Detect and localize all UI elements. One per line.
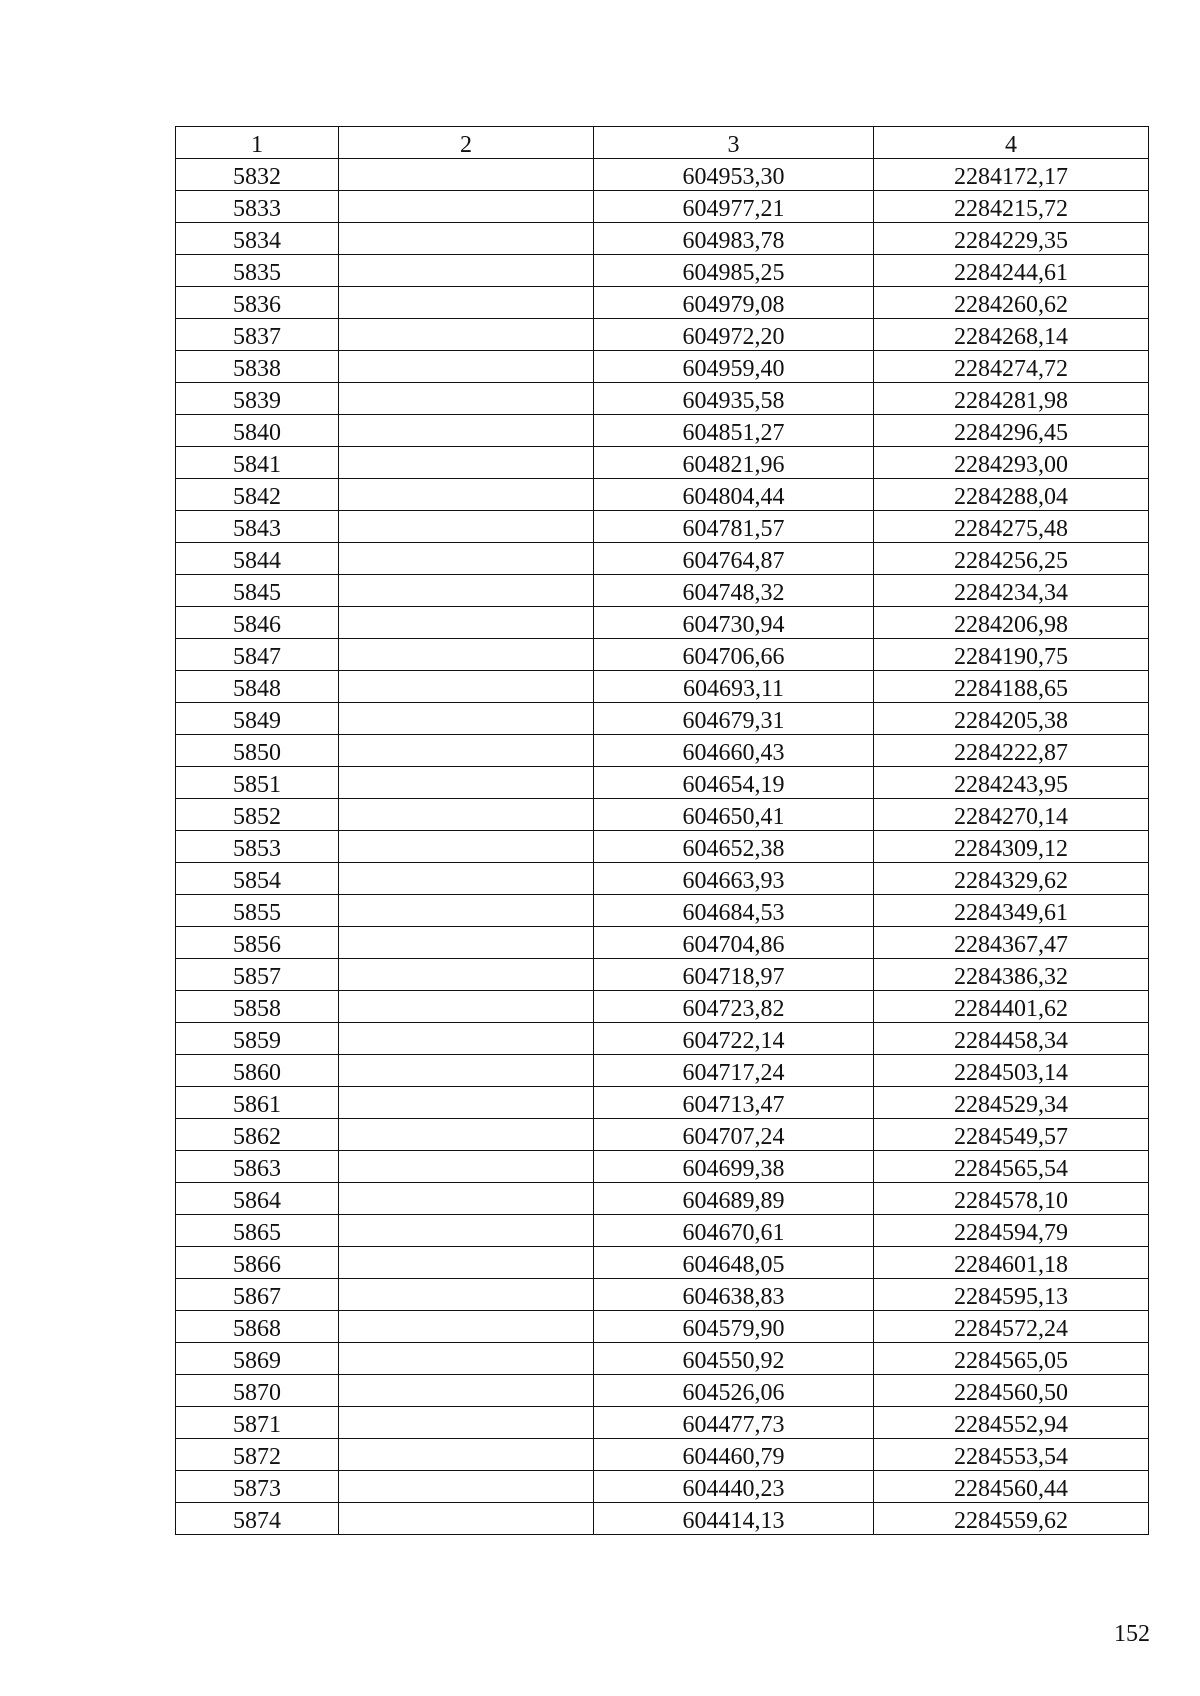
table-cell	[339, 255, 594, 287]
table-cell: 604977,21	[594, 191, 874, 223]
table-cell: 2284458,34	[874, 1023, 1149, 1055]
table-cell: 604713,47	[594, 1087, 874, 1119]
table-cell	[339, 1471, 594, 1503]
table-row	[176, 447, 1149, 479]
table-header-row	[176, 127, 1149, 159]
table-cell: 2284401,62	[874, 991, 1149, 1023]
table-cell	[339, 447, 594, 479]
table-cell	[339, 831, 594, 863]
table-row	[176, 895, 1149, 927]
table-cell: 5863	[176, 1151, 339, 1183]
table-cell	[339, 1119, 594, 1151]
table-cell: 2284553,54	[874, 1439, 1149, 1471]
table-cell	[339, 1407, 594, 1439]
table-cell: 604953,30	[594, 159, 874, 191]
table-cell	[339, 351, 594, 383]
table-cell: 604638,83	[594, 1279, 874, 1311]
table-cell: 5855	[176, 895, 339, 927]
table-cell: 604663,93	[594, 863, 874, 895]
table-cell: 2284503,14	[874, 1055, 1149, 1087]
table-cell: 5840	[176, 415, 339, 447]
table-cell	[339, 767, 594, 799]
table-cell: 5850	[176, 735, 339, 767]
table-cell	[339, 383, 594, 415]
table-cell: 5851	[176, 767, 339, 799]
table-cell	[339, 1375, 594, 1407]
table-cell	[339, 1215, 594, 1247]
table-cell: 604440,23	[594, 1471, 874, 1503]
table-row	[176, 1503, 1149, 1535]
table-row	[176, 991, 1149, 1023]
table-cell	[339, 1311, 594, 1343]
table-row	[176, 511, 1149, 543]
table-cell: 2284329,62	[874, 863, 1149, 895]
table-cell: 5836	[176, 287, 339, 319]
table-cell: 2284205,38	[874, 703, 1149, 735]
table-cell: 604526,06	[594, 1375, 874, 1407]
table-row	[176, 959, 1149, 991]
table-cell: 2284595,13	[874, 1279, 1149, 1311]
table-cell: 5852	[176, 799, 339, 831]
table-row	[176, 1311, 1149, 1343]
table-cell: 2284594,79	[874, 1215, 1149, 1247]
table-row	[176, 607, 1149, 639]
table-cell: 604851,27	[594, 415, 874, 447]
table-cell: 2284190,75	[874, 639, 1149, 671]
table-cell: 2284349,61	[874, 895, 1149, 927]
table-cell: 5853	[176, 831, 339, 863]
table-row	[176, 1151, 1149, 1183]
table-cell: 2284565,05	[874, 1343, 1149, 1375]
table-row	[176, 1119, 1149, 1151]
table-row	[176, 543, 1149, 575]
table-row	[176, 1471, 1149, 1503]
table-row	[176, 1343, 1149, 1375]
table-cell: 604979,08	[594, 287, 874, 319]
table-cell: 5866	[176, 1247, 339, 1279]
table-cell: 604648,05	[594, 1247, 874, 1279]
table-cell	[339, 1023, 594, 1055]
table-cell	[339, 959, 594, 991]
table-cell: 604660,43	[594, 735, 874, 767]
table-cell: 604707,24	[594, 1119, 874, 1151]
table-row	[176, 1247, 1149, 1279]
table-cell: 604652,38	[594, 831, 874, 863]
column-header: 3	[594, 127, 874, 159]
table-row	[176, 351, 1149, 383]
table-cell: 2284559,62	[874, 1503, 1149, 1535]
table-cell: 604935,58	[594, 383, 874, 415]
table-cell: 604718,97	[594, 959, 874, 991]
table-cell	[339, 1055, 594, 1087]
table-cell: 604706,66	[594, 639, 874, 671]
table-row	[176, 287, 1149, 319]
table-cell: 604460,79	[594, 1439, 874, 1471]
table-row	[176, 255, 1149, 287]
table-cell: 604704,86	[594, 927, 874, 959]
table-cell	[339, 1439, 594, 1471]
table-row	[176, 223, 1149, 255]
table-row	[176, 319, 1149, 351]
table-cell	[339, 319, 594, 351]
table-cell: 604722,14	[594, 1023, 874, 1055]
table-cell: 2284601,18	[874, 1247, 1149, 1279]
table-cell: 5841	[176, 447, 339, 479]
table-row	[176, 671, 1149, 703]
table-cell: 2284229,35	[874, 223, 1149, 255]
table-cell: 5874	[176, 1503, 339, 1535]
table-cell	[339, 575, 594, 607]
table-cell: 604764,87	[594, 543, 874, 575]
table-cell: 604985,25	[594, 255, 874, 287]
table-row	[176, 1023, 1149, 1055]
table-cell: 604959,40	[594, 351, 874, 383]
table-cell: 604804,44	[594, 479, 874, 511]
table-body	[176, 159, 1149, 1535]
table-cell	[339, 287, 594, 319]
table-row	[176, 1055, 1149, 1087]
table-cell	[339, 703, 594, 735]
table-cell: 5832	[176, 159, 339, 191]
table-cell: 604723,82	[594, 991, 874, 1023]
table-row	[176, 767, 1149, 799]
column-header: 1	[176, 127, 339, 159]
table-cell: 604654,19	[594, 767, 874, 799]
table-row	[176, 639, 1149, 671]
table-cell: 604477,73	[594, 1407, 874, 1439]
table-cell: 5858	[176, 991, 339, 1023]
table-cell	[339, 1087, 594, 1119]
table-cell: 2284578,10	[874, 1183, 1149, 1215]
table-cell: 5839	[176, 383, 339, 415]
table-row	[176, 1407, 1149, 1439]
table-cell: 5864	[176, 1183, 339, 1215]
table-cell: 604689,89	[594, 1183, 874, 1215]
table-cell: 2284386,32	[874, 959, 1149, 991]
table-cell: 2284367,47	[874, 927, 1149, 959]
table-cell: 2284275,48	[874, 511, 1149, 543]
table-cell: 2284256,25	[874, 543, 1149, 575]
table-cell: 5843	[176, 511, 339, 543]
table-cell: 604684,53	[594, 895, 874, 927]
table-cell: 5859	[176, 1023, 339, 1055]
column-header: 4	[874, 127, 1149, 159]
table-cell: 5871	[176, 1407, 339, 1439]
table-cell: 2284206,98	[874, 607, 1149, 639]
table-cell: 5848	[176, 671, 339, 703]
table-cell: 2284172,17	[874, 159, 1149, 191]
table-cell	[339, 991, 594, 1023]
table-cell	[339, 1183, 594, 1215]
table-cell: 2284565,54	[874, 1151, 1149, 1183]
table-cell: 604579,90	[594, 1311, 874, 1343]
table-cell: 5865	[176, 1215, 339, 1247]
table-cell: 604550,92	[594, 1343, 874, 1375]
page-number: 152	[1114, 1621, 1150, 1647]
table-row	[176, 415, 1149, 447]
table-cell	[339, 415, 594, 447]
table-row	[176, 383, 1149, 415]
table-row	[176, 735, 1149, 767]
table-cell: 604983,78	[594, 223, 874, 255]
table-cell: 2284560,44	[874, 1471, 1149, 1503]
table-cell	[339, 1151, 594, 1183]
table-cell: 604717,24	[594, 1055, 874, 1087]
table-cell	[339, 735, 594, 767]
table-cell: 2284293,00	[874, 447, 1149, 479]
table-cell: 604972,20	[594, 319, 874, 351]
table-cell: 5867	[176, 1279, 339, 1311]
table-cell: 2284560,50	[874, 1375, 1149, 1407]
table-cell	[339, 895, 594, 927]
coordinates-table	[175, 126, 1149, 1535]
table-cell	[339, 671, 594, 703]
table-cell: 604699,38	[594, 1151, 874, 1183]
table-cell	[339, 1343, 594, 1375]
table-cell: 2284268,14	[874, 319, 1149, 351]
table-cell: 2284274,72	[874, 351, 1149, 383]
table-cell: 604781,57	[594, 511, 874, 543]
table-row	[176, 1279, 1149, 1311]
table-cell	[339, 223, 594, 255]
table-cell: 5844	[176, 543, 339, 575]
table-cell: 604670,61	[594, 1215, 874, 1247]
table-cell: 5833	[176, 191, 339, 223]
table-cell: 5869	[176, 1343, 339, 1375]
table-cell: 2284215,72	[874, 191, 1149, 223]
table-cell: 5835	[176, 255, 339, 287]
table-cell	[339, 639, 594, 671]
table-row	[176, 1183, 1149, 1215]
table-cell	[339, 511, 594, 543]
table-row	[176, 1375, 1149, 1407]
table-cell: 5861	[176, 1087, 339, 1119]
table-row	[176, 1215, 1149, 1247]
table-row	[176, 703, 1149, 735]
table-row	[176, 1087, 1149, 1119]
table-cell	[339, 1503, 594, 1535]
table-row	[176, 159, 1149, 191]
table-cell: 2284552,94	[874, 1407, 1149, 1439]
table-cell: 5856	[176, 927, 339, 959]
table-cell: 2284309,12	[874, 831, 1149, 863]
table-row	[176, 575, 1149, 607]
table-row	[176, 863, 1149, 895]
table-cell: 604414,13	[594, 1503, 874, 1535]
table-cell	[339, 479, 594, 511]
table-cell: 2284572,24	[874, 1311, 1149, 1343]
table-cell: 2284296,45	[874, 415, 1149, 447]
table-row	[176, 927, 1149, 959]
table-cell	[339, 863, 594, 895]
table-cell: 2284234,34	[874, 575, 1149, 607]
table-cell: 2284281,98	[874, 383, 1149, 415]
table-cell: 604679,31	[594, 703, 874, 735]
table-cell: 5837	[176, 319, 339, 351]
table-cell: 5873	[176, 1471, 339, 1503]
table-row	[176, 191, 1149, 223]
table-cell	[339, 159, 594, 191]
table-cell: 5860	[176, 1055, 339, 1087]
table-cell: 5842	[176, 479, 339, 511]
table-cell	[339, 1247, 594, 1279]
table-cell: 5847	[176, 639, 339, 671]
table-cell: 5834	[176, 223, 339, 255]
table-cell: 2284260,62	[874, 287, 1149, 319]
table-cell	[339, 607, 594, 639]
table-cell: 5849	[176, 703, 339, 735]
table-cell: 604650,41	[594, 799, 874, 831]
table-row	[176, 479, 1149, 511]
table-cell: 2284529,34	[874, 1087, 1149, 1119]
table-cell	[339, 543, 594, 575]
table-cell: 5872	[176, 1439, 339, 1471]
table-row	[176, 1439, 1149, 1471]
table-cell: 5854	[176, 863, 339, 895]
table-cell: 5870	[176, 1375, 339, 1407]
table-cell: 2284244,61	[874, 255, 1149, 287]
table-cell	[339, 191, 594, 223]
table-cell: 5838	[176, 351, 339, 383]
table-cell	[339, 927, 594, 959]
table-cell: 2284288,04	[874, 479, 1149, 511]
table-cell: 2284222,87	[874, 735, 1149, 767]
table-cell: 5857	[176, 959, 339, 991]
table-cell: 5868	[176, 1311, 339, 1343]
table-cell: 2284188,65	[874, 671, 1149, 703]
table-cell: 2284270,14	[874, 799, 1149, 831]
table-cell: 604821,96	[594, 447, 874, 479]
table-cell: 2284549,57	[874, 1119, 1149, 1151]
table-cell: 5846	[176, 607, 339, 639]
table-cell: 604730,94	[594, 607, 874, 639]
table-cell: 604693,11	[594, 671, 874, 703]
table-cell: 5845	[176, 575, 339, 607]
table-row	[176, 799, 1149, 831]
table-cell: 604748,32	[594, 575, 874, 607]
table-cell: 2284243,95	[874, 767, 1149, 799]
table-cell	[339, 799, 594, 831]
column-header: 2	[339, 127, 594, 159]
table-cell: 5862	[176, 1119, 339, 1151]
table-row	[176, 831, 1149, 863]
table-cell	[339, 1279, 594, 1311]
